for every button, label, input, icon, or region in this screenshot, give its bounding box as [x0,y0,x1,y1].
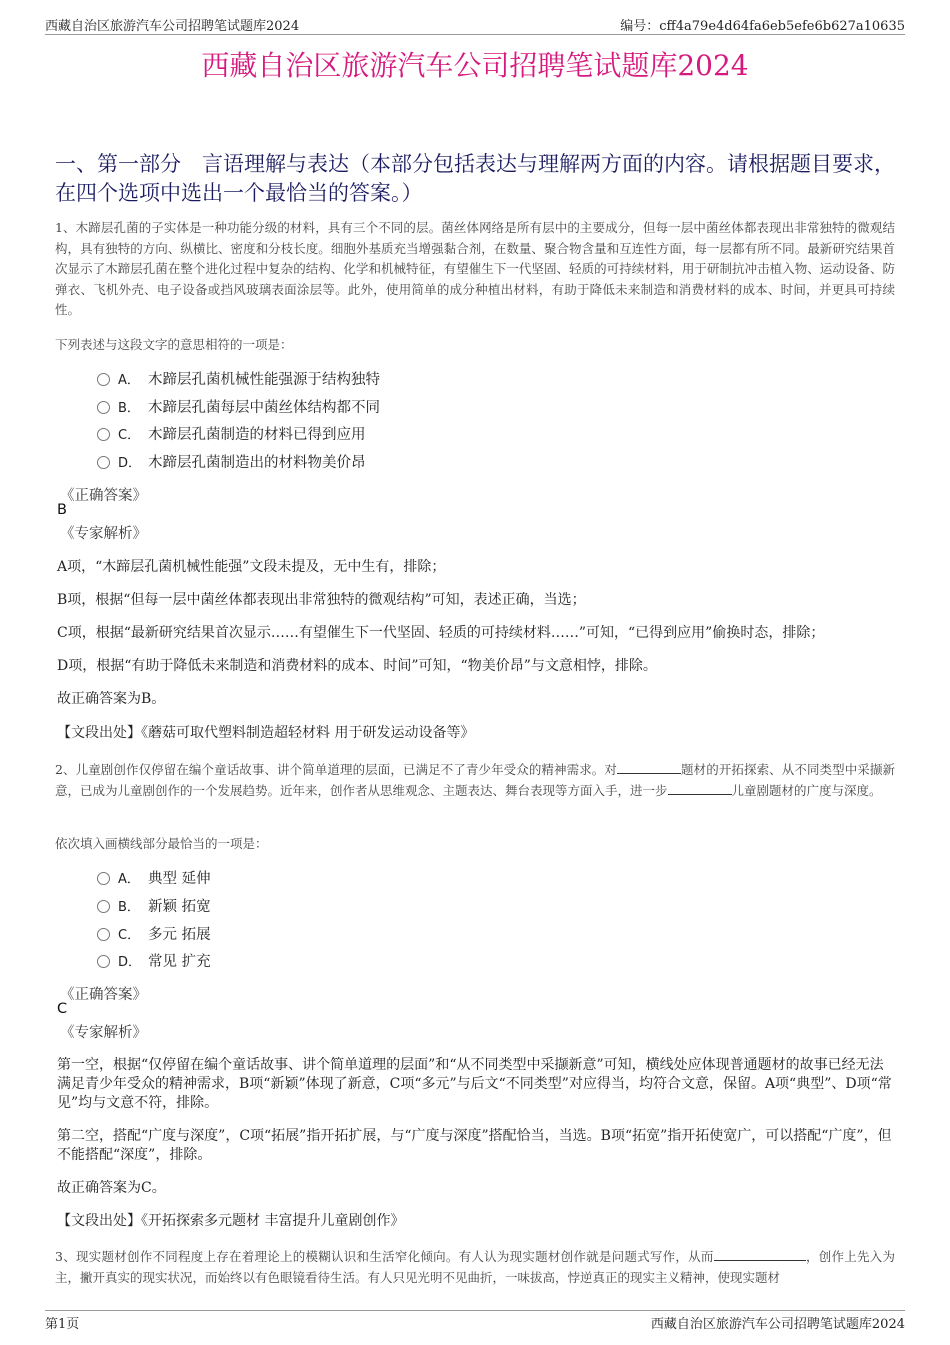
radio-icon[interactable] [97,955,110,968]
q1-answer-label: 《正确答案》 [60,488,147,504]
q1-analysis-label: 《专家解析》 [60,526,147,542]
q2-analysis-second-blank: 第二空，搭配“广度与深度”，C项“拓展”指开拓扩展，与“广度与深度”搭配恰当，当选。B项“拓宽”指开拓使宽广，可以搭配“广度”，但不能搭配“深度”，排除。 [57,1128,892,1163]
q2-conclusion: 故正确答案为C。 [57,1180,166,1196]
radio-icon[interactable] [97,373,110,386]
q2-source: 【文段出处】《开拓探索多元题材 丰富提升儿童剧创作》 [57,1213,405,1229]
section-heading: 一、第一部分 言语理解与表达（本部分包括表达与理解两方面的内容。请根据题目要求，在四个选项中选出一个最恰当的答案。） [55,152,895,205]
fill-blank [714,1248,806,1261]
q2-analysis-label: 《专家解析》 [60,1025,147,1041]
q1-prompt: 下列表述与这段文字的意思相符的一项是： [55,337,293,352]
q1-option-d[interactable]: D． 木蹄层孔菌制造出的材料物美价昂 [97,452,366,474]
document-id: 编号：cff4a79e4d64fa6eb5efe6b627a10635 [620,19,905,34]
fill-blank [668,782,732,795]
q1-option-c[interactable]: C． 木蹄层孔菌制造的材料已得到应用 [97,424,366,446]
radio-icon[interactable] [97,456,110,469]
q1-analysis-d: D项，根据“有助于降低未来制造和消费材料的成本、时间”可知，“物美价昂”与文意相悖，排除。 [57,658,657,674]
q1-source: 【文段出处】《蘑菇可取代塑料制造超轻材料 用于研发运动设备等》 [57,725,475,741]
q1-answer: B [57,502,67,518]
q2-prompt: 依次填入画横线部分最恰当的一项是： [55,836,268,851]
footer-title: 西藏自治区旅游汽车公司招聘笔试题库2024 [650,1317,905,1332]
page-title: 西藏自治区旅游汽车公司招聘笔试题库2024 [201,49,749,82]
header-left-title: 西藏自治区旅游汽车公司招聘笔试题库2024 [45,19,300,34]
q2-analysis-first-blank: 第一空，根据“仅停留在编个童话故事、讲个简单道理的层面”和“从不同类型中采撷新意”可知，横线处应体现普通题材的故事已经无法满足青少年受众的精神需求，B项“新颖”体现了新意，C项“多元”与后文“不同类型”对应得当，均符合文意，保留。A项“典型”、D项“常见”均与文意不符，排除。 [57,1057,892,1111]
q2-answer: C [57,1001,68,1017]
q2-option-b[interactable]: B． 新颖 拓宽 [97,896,211,918]
q2-option-d[interactable]: D． 常见 扩充 [97,951,211,973]
q2-answer-label: 《正确答案》 [60,987,147,1003]
radio-icon[interactable] [97,872,110,885]
q2-option-a[interactable]: A． 典型 延伸 [97,868,211,890]
q1-option-a[interactable]: A． 木蹄层孔菌机械性能强源于结构独特 [97,369,380,391]
header-divider [45,34,905,35]
q1-passage: 1、木蹄层孔菌的子实体是一种功能分级的材料，具有三个不同的层。菌丝体网络是所有层中的主要成分，但每一层中菌丝体都表现出非常独特的微观结构，具有独特的方向、纵横比、密度和分枝长度。细胞外基质充当增强黏合剂，在数量、聚合物含量和互连性方面，每一层都有所不同。最新研究结果首次显示了木蹄层孔菌在整个进化过程中复杂的结构、化学和机械特征，有望催生下一代坚固、轻质的可持续材料，用于研制抗冲击植入物、运动设备、防弹衣、飞机外壳、电子设备或挡风玻璃表面涂层等。此外，使用简单的成分种植出材料，有助于降低未来制造和消费材料的成本、时间，并更具可持续性。 [55,220,895,317]
radio-icon[interactable] [97,428,110,441]
radio-icon[interactable] [97,900,110,913]
footer-divider [45,1310,905,1311]
q1-analysis-a: A项，“木蹄层孔菌机械性能强”文段未提及，无中生有，排除； [57,559,446,575]
q3-passage: 3、现实题材创作不同程度上存在着理论上的模糊认识和生活窄化倾向。有人认为现实题材创作就是问题式写作，从而 ，创作上先入为主，撇开真实的现实状况，而始终以有色眼镜看待生活。有人只见光明不见曲折，一味拔高，悖逆真正的现实主义精神，使现实题材 [55,1249,895,1285]
q2-passage: 2、儿童剧创作仅停留在编个童话故事、讲个简单道理的层面，已满足不了青少年受众的精神需求。对 题材的开拓探索、从不同类型中采撷新意，已成为儿童剧创作的一个发展趋势。近年来，创作者从思维观念、主题表达、舞台表现等方面入手，进一步 儿童剧题材的广度与深度。 [55,762,895,798]
radio-icon[interactable] [97,928,110,941]
q1-option-b[interactable]: B． 木蹄层孔菌每层中菌丝体结构都不同 [97,397,380,419]
fill-blank [617,761,681,774]
q1-conclusion: 故正确答案为B。 [57,691,166,707]
page-number: 第1页 [45,1317,80,1332]
q1-analysis-c: C项，根据“最新研究结果首次显示……有望催生下一代坚固、轻质的可持续材料……”可知，“已得到应用”偷换时态，排除； [57,625,825,641]
q2-option-c[interactable]: C． 多元 拓展 [97,924,211,946]
q1-analysis-b: B项，根据“但每一层中菌丝体都表现出非常独特的微观结构”可知，表述正确，当选； [57,592,586,608]
radio-icon[interactable] [97,401,110,414]
